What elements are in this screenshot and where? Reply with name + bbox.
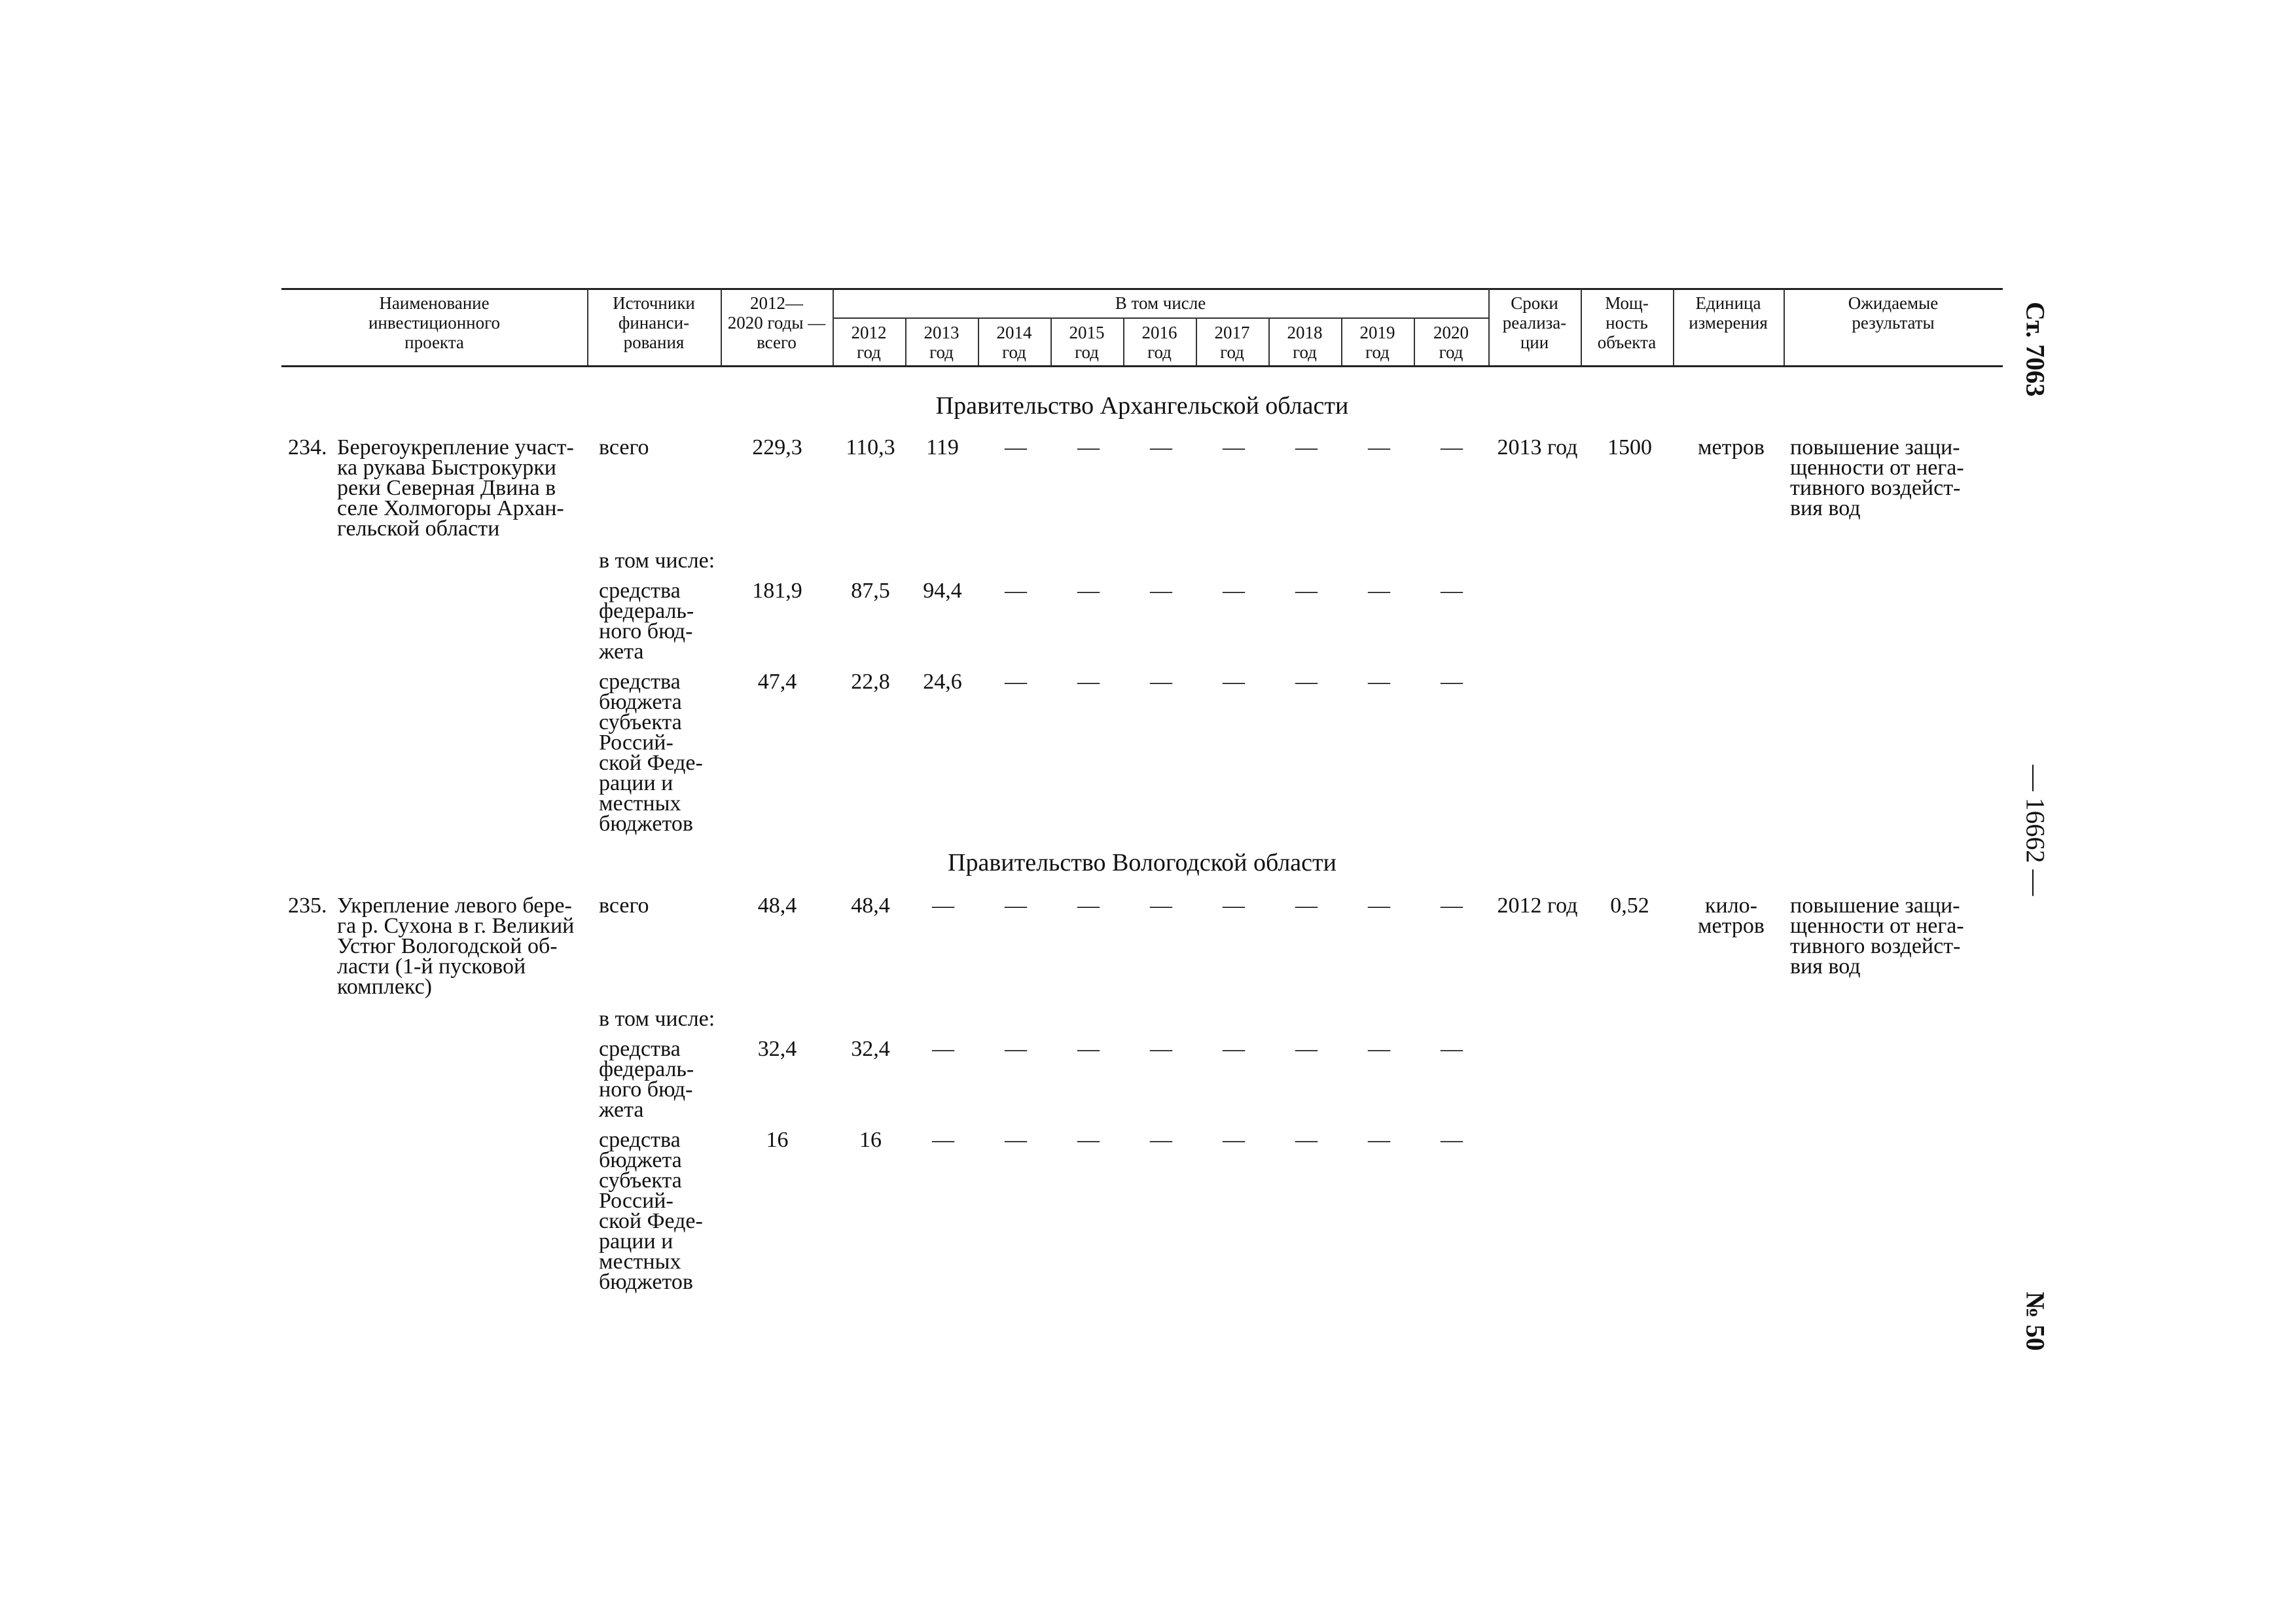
header-results: Ожидаемые результаты: [1848, 293, 1939, 333]
page-number: — 16662 —: [2020, 765, 2051, 896]
federal-2018: —: [1295, 579, 1318, 603]
header-year-2017: 2017 год: [1214, 323, 1250, 362]
header-unit: Единица измерения: [1689, 293, 1768, 333]
federal-2019: —: [1368, 1037, 1390, 1061]
results-value: повышение защи- щенности от нега- тивного воздейст- вия вод: [1790, 435, 1964, 520]
unit-value: метров: [1698, 435, 1765, 460]
header-year-2018: 2018 год: [1287, 323, 1323, 362]
project-name: Укрепление левого бере- га р. Сухона в г. Великий Устюг Вологодской об- ласти (1-й пусковой комплекс): [337, 893, 575, 999]
regional-total: 16: [766, 1128, 789, 1152]
project-number: 235.: [288, 893, 327, 918]
year-2013-value: —: [932, 893, 954, 918]
header-including: В том числе: [1115, 293, 1206, 313]
federal-2016: —: [1150, 579, 1172, 603]
regional-2016: —: [1150, 670, 1172, 694]
project-number: 234.: [288, 435, 327, 460]
federal-2018: —: [1295, 1037, 1318, 1061]
year-2017-value: —: [1223, 893, 1245, 918]
federal-total: 181,9: [752, 579, 802, 603]
source-total: всего: [599, 893, 649, 918]
section-title: Правительство Архангельской области: [935, 392, 1349, 420]
header-total: 2012— 2020 годы — всего: [727, 293, 826, 352]
source-including: в том числе:: [599, 1007, 715, 1031]
federal-2020: —: [1441, 1037, 1463, 1061]
federal-2012: 32,4: [851, 1037, 890, 1061]
federal-2012: 87,5: [851, 579, 890, 603]
regional-2014: —: [1005, 670, 1027, 694]
regional-2016: —: [1150, 1128, 1172, 1152]
section-title: Правительство Вологодской области: [948, 849, 1336, 876]
year-2016-value: —: [1150, 893, 1172, 918]
header-year-2016: 2016 год: [1141, 323, 1177, 362]
header-year-2013: 2013 год: [924, 323, 960, 362]
year-2020-value: —: [1441, 893, 1463, 918]
year-2020-value: —: [1441, 435, 1463, 460]
header-project-name: Наименование инвестиционного проекта: [368, 293, 501, 352]
capacity-value: 1500: [1607, 435, 1652, 460]
federal-2017: —: [1223, 579, 1245, 603]
project-name: Берегоукрепление участ- ка рукава Быстрокурки реки Северная Двина в селе Холмогоры Архан- гельской области: [337, 435, 574, 541]
source-total: всего: [599, 435, 649, 460]
federal-2014: —: [1005, 579, 1027, 603]
regional-2014: —: [1005, 1128, 1027, 1152]
year-2016-value: —: [1150, 435, 1172, 460]
year-2019-value: —: [1368, 435, 1390, 460]
regional-2015: —: [1077, 1128, 1100, 1152]
regional-2019: —: [1368, 670, 1390, 694]
regional-2013: —: [932, 1128, 954, 1152]
header-year-2019: 2019 год: [1359, 323, 1395, 362]
source-including: в том числе:: [599, 549, 715, 573]
regional-2013: 24,6: [923, 670, 962, 694]
total-value: 48,4: [757, 893, 797, 918]
federal-2013: —: [932, 1037, 954, 1061]
year-2015-value: —: [1077, 435, 1100, 460]
regional-2019: —: [1368, 1128, 1390, 1152]
regional-2017: —: [1223, 1128, 1245, 1152]
header-year-2020: 2020 год: [1433, 323, 1469, 362]
regional-2015: —: [1077, 670, 1100, 694]
federal-total: 32,4: [757, 1037, 797, 1061]
year-2012-value: 48,4: [851, 893, 890, 918]
terms-value: 2012 год: [1497, 893, 1578, 918]
header-sources: Источники финанси- рования: [613, 293, 695, 352]
federal-2016: —: [1150, 1037, 1172, 1061]
federal-2017: —: [1223, 1037, 1245, 1061]
capacity-value: 0,52: [1610, 893, 1649, 918]
unit-value: кило- метров: [1698, 893, 1765, 938]
source-regional: средства бюджета субъекта Россий- ской Феде- рации и местных бюджетов: [599, 670, 703, 836]
year-2017-value: —: [1223, 435, 1245, 460]
regional-2012: 16: [859, 1128, 882, 1152]
year-2015-value: —: [1077, 893, 1100, 918]
regional-2020: —: [1441, 1128, 1463, 1152]
source-federal: средства федераль- ного бюд- жета: [599, 579, 694, 664]
year-2012-value: 110,3: [846, 435, 895, 460]
regional-2017: —: [1223, 670, 1245, 694]
federal-2013: 94,4: [923, 579, 962, 603]
header-year-2012: 2012 год: [851, 323, 887, 362]
federal-2015: —: [1077, 579, 1100, 603]
results-value: повышение защи- щенности от нега- тивного воздейст- вия вод: [1790, 893, 1964, 979]
article-number: Ст. 7063: [2020, 302, 2051, 397]
year-2014-value: —: [1005, 893, 1027, 918]
federal-2019: —: [1368, 579, 1390, 603]
header-terms: Сроки реализа- ции: [1502, 293, 1567, 352]
year-2013-value: 119: [926, 435, 959, 460]
year-2014-value: —: [1005, 435, 1027, 460]
regional-total: 47,4: [757, 670, 797, 694]
federal-2014: —: [1005, 1037, 1027, 1061]
regional-2018: —: [1295, 1128, 1318, 1152]
regional-2012: 22,8: [851, 670, 890, 694]
header-capacity: Мощ- ность объекта: [1597, 293, 1657, 352]
regional-2020: —: [1441, 670, 1463, 694]
year-2018-value: —: [1295, 435, 1318, 460]
issue-number: № 50: [2020, 1291, 2051, 1351]
source-regional: средства бюджета субъекта Россий- ской Феде- рации и местных бюджетов: [599, 1128, 703, 1294]
header-year-2015: 2015 год: [1069, 323, 1105, 362]
year-2018-value: —: [1295, 893, 1318, 918]
header-year-2014: 2014 год: [996, 323, 1032, 362]
year-2019-value: —: [1368, 893, 1390, 918]
source-federal: средства федераль- ного бюд- жета: [599, 1037, 694, 1122]
total-value: 229,3: [752, 435, 802, 460]
federal-2015: —: [1077, 1037, 1100, 1061]
federal-2020: —: [1441, 579, 1463, 603]
terms-value: 2013 год: [1497, 435, 1578, 460]
regional-2018: —: [1295, 670, 1318, 694]
